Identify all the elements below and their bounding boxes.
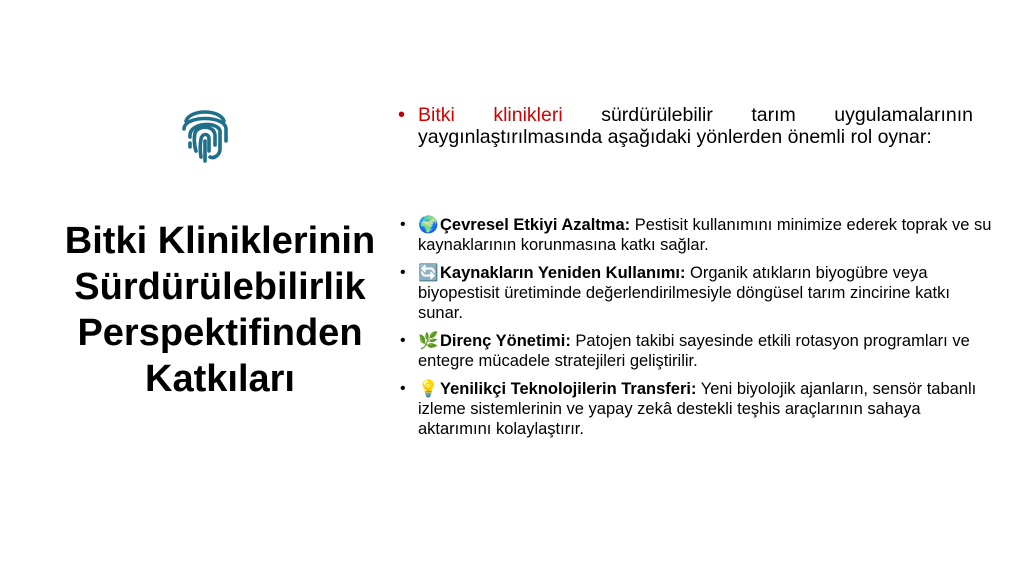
point-text: Yeni biyolojik ajanların, sensör tabanlı izleme sistemlerinin ve yapay zekâ destekli teşhis araçlarının sahaya aktarımını kolaylaştırır. [418, 380, 977, 438]
title-line: Perspektifinden [77, 312, 363, 354]
title-line: Sürdürülebilirlik [74, 266, 366, 308]
point-text: Patojen takibi sayesinde etkili rotasyon programları ve entegre mücadele stratejileri geliştirilir. [418, 332, 970, 370]
list-item [398, 379, 998, 439]
fingerprint-icon [180, 101, 230, 163]
bullet-marker: • [398, 104, 406, 126]
point-text: Organik atıkların biyogübre veya biyopestisit üretiminde değerlendirilmesiyle döngüsel tarım zincirine katkı sunar. [418, 264, 950, 322]
intro-text: sürdürülebilir tarım uygulamalarının yaygınlaştırılmasında aşağıdaki yönlerden önemli rol oynar: [418, 104, 973, 148]
list-item [398, 331, 998, 371]
intro-text-wrap [418, 104, 973, 148]
title-line: Katkıları [145, 358, 295, 400]
globe-icon: 🌍 [418, 215, 439, 234]
bullet-marker: • [400, 380, 406, 397]
intro-highlight: Bitki klinikleri [418, 104, 563, 126]
bullet-marker: • [400, 264, 406, 281]
title-line: Bitki Kliniklerinin [64, 220, 376, 262]
bullet-marker: • [400, 332, 406, 349]
point-title: Yenilikçi Teknolojilerin Transferi: [440, 380, 697, 398]
slide-title [30, 218, 410, 402]
contribution-list [398, 215, 998, 447]
recycle-arrows-icon: 🔄 [418, 263, 439, 282]
herb-icon: 🌿 [418, 331, 439, 350]
list-item [398, 263, 998, 323]
intro-paragraph [398, 104, 973, 148]
point-title: Direnç Yönetimi: [440, 332, 571, 350]
point-title: Kaynakların Yeniden Kullanımı: [440, 264, 686, 282]
lightbulb-icon: 💡 [418, 379, 439, 398]
bullet-marker: • [400, 216, 406, 233]
point-text: Pestisit kullanımını minimize ederek toprak ve su kaynaklarının korunmasına katkı sağlar. [418, 216, 992, 254]
list-item [398, 215, 998, 255]
point-title: Çevresel Etkiyi Azaltma: [440, 216, 631, 234]
